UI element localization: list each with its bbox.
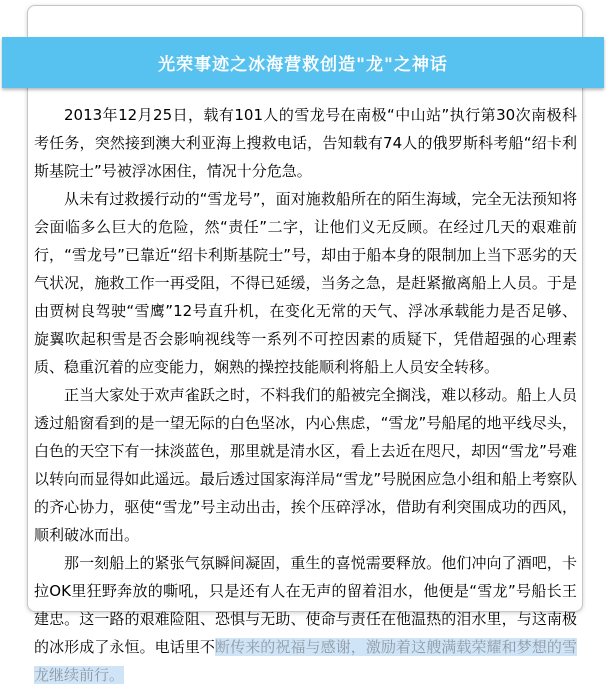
article-paragraph: 2013年12月25日，载有101人的雪龙号在南极“中山站”执行第30次南极科考任务，突然接到澳大利亚海上搜救电话，告知载有74人的俄罗斯科考船“绍卡利斯基院士”号被浮冰困住，情况十分危急。: [34, 106, 577, 180]
article-paragraph: 正当大家处于欢声雀跃之时，不料我们的船被完全搁浅，难以移动。船上人员透过船窗看到的是一望无际的白色坚冰，内心焦虑，“雪龙”号船尾的地平线尽头，白色的天空下有一抹淡蓝色，那里就是清水区，看上去近在咫尺，却因“雪龙”号难以转向而显得如此遥远。最后透过国家海洋局“雪龙”号脱困应急小组和船上考察队的齐心协力，驱使“雪龙”号主动出击，挨个压碎浮冰，借助有利突围成功的西风，顺利破冰而出。: [34, 386, 577, 544]
article-paragraph: 从未有过救援行动的“雪龙号”，面对施救船所在的陌生海域，完全无法预知将会面临多么巨大的危险，然“责任”二字，让他们义无反顾。在经过几天的艰难前行，“雪龙号”已靠近“绍卡利斯基院士”号，却由于船本身的限制加上当下恶劣的天气状况，施救工作一再受阻，不得已延缓，当务之急，是赶紧撤离船上人员。于是由贾树良驾驶“雪鹰”12号直升机，在变化无常的天气、浮冰承载能力是否足够、旋翼吹起积雪是否会影响视线等一系列不可控因素的质疑下，凭借超强的心理素质、稳重沉着的应变能力，娴熟的操控技能顺利将船上人员安全转移。: [34, 190, 577, 376]
article-body: [34, 101, 577, 689]
article-card: [27, 5, 583, 684]
article-title: 光荣事迹之冰海营救创造"龙"之神话: [158, 55, 448, 75]
selected-text: 断传来的祝福与感谢，激励着这艘满载荣耀和梦想的雪龙继续前行。: [34, 638, 577, 684]
article-paragraph: [34, 549, 577, 689]
paragraph-text: 那一刻船上的紧张气氛瞬间凝固，重生的喜悦需要释放。他们冲向了酒吧，卡拉OK里狂野奔放的嘶吼，只是还有人在无声的留着泪水，他便是“雪龙”号船长王建忠。这一路的艰难险阻、恐惧与无助、使命与责任在他温热的泪水里，与这南极的冰形成了永恒。电话里不: [34, 554, 577, 656]
title-banner: [2, 37, 604, 88]
